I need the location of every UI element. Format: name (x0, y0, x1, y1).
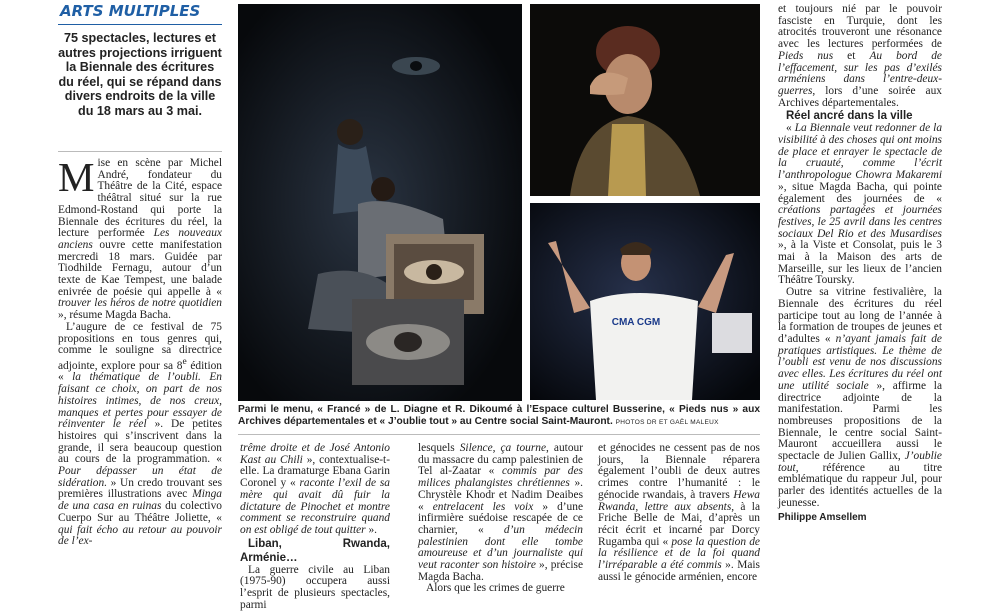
photo-pieds-nus-image (530, 4, 760, 196)
article-standfirst: 75 spectacles, lectures et autres projections irriguent la Biennale des écritures du réel, qui se répand dans divers endroits de la ville du 18 mars au 3 mai. (58, 31, 222, 118)
photo-france-image (238, 4, 522, 401)
body-paragraph: lesquels Silence, ça tourne, autour du massacre du camp palestinien de Tel al-Zaatar « commis par des milices phalangistes chrétiennes ». Chrystèle Khodr et Nadim Deaibes « entrelacent les voix » d’une infirmière suédoise rescapée de ce charnier, « d’un médecin palestinien dont elle tombe amoureuse et d’un journaliste qui veut raconter son histoire », précise Magda Bacha. (418, 442, 584, 583)
column-3 (418, 443, 583, 595)
body-paragraph: et génocides ne cessent pas de nos jours, la Biennale réparera également l’oubli de deux autres crimes contre l’humanité : le génocide rwandais, à travers Hewa Rwanda, lettre aux absents, à la Friche Belle de Mai, d’après un récit écrit et incarné par Dorcy Rugamba qui « pose la question de la résilience et de la foi quand l’irréparable a été commis ». Mais aussi le génocide arménien, encore (598, 442, 760, 583)
column-5 (778, 4, 942, 523)
rubric-rule (58, 24, 222, 25)
body-paragraph: Outre sa vitrine festivalière, la Biennale des écritures du réel participe tout au long de l’année à la formation de troupes de jeunes et d’adultes « n’ayant jamais fait de pratiques artistiques. Le thème de l’oubli est venu de nos discussions avec elles. Les écritures du réel ont une utilité sociale », affirme la directrice adjointe de la manifestation. Parmi les nombreuses propositions de la Biennale, le centre social Saint-Mauront accueillera aussi le spectacle de Julien Gallix, J’oublie tout, référence au titre emblématique du rappeur Jul, pour parler des identités actuelles de la jeunesse. (778, 286, 943, 509)
lead-paragraph: Mise en scène par Michel André, fondateur du Théâtre de la Cité, espace théâtral situé sur la rue Edmond-Rostand qui porte la Biennale des écritures du réel, la lecture performée Les nouveaux anciens ouvre cette manifestation mercredi 18 mars. Guidée par Tiodhilde Fernagu, autour d’un texte de Kae Tempest, une balade enivrée de poésie qui appelle à « trouver les héros de notre quotidien », résume Magda Bacha. (58, 154, 222, 322)
caption-rule (238, 434, 760, 435)
photo-joublie-tout-image (530, 203, 760, 400)
subhead: Réel ancré dans la ville (786, 110, 913, 123)
photo-caption (238, 404, 760, 429)
photo-france (238, 4, 522, 401)
body-paragraph: « La Biennale veut redonner de la visibilité à des choses qui ont moins de place et enrayer le spectacle de la cruauté, comme l’écrit l’anthropologue Chowra Makaremi », situe Magda Bacha, qui pointe également des journées de « créations partagées et journées festives, le 25 avril dans les centres sociaux Del Rio et des Musardises », à la Viste et Consolat, puis le 3 mai à la Maison des arts de Marseille, sur les lieux de l’ancien Théâtre Toursky. (778, 122, 943, 287)
body-paragraph: La guerre civile au Liban (1975-90) occupera aussi l’esprit de plusieurs spectacles, parmi (240, 563, 390, 611)
subhead: Liban, Rwanda, Arménie… (240, 537, 390, 564)
section-rubric: ARTS MULTIPLES (60, 2, 201, 20)
photo-joublie-tout (530, 203, 760, 400)
drop-cap: M (58, 154, 95, 200)
standfirst-rule (58, 151, 222, 152)
body-paragraph: Alors que les crimes de guerre (426, 582, 565, 595)
column-1 (58, 154, 222, 548)
column-2 (240, 443, 390, 611)
photo-credit: PHOTOS DR ET GAËL MALEUX (615, 418, 719, 426)
column-4 (598, 443, 760, 583)
caption-text: Parmi le menu, « Francé » de L. Diagne et R. Dikoumé à l’Espace culturel Busserine, « Pieds nus » aux Archives départementales et « J’oublie tout » au Centre social Saint-Mauront. (238, 404, 760, 427)
photo-pieds-nus (530, 4, 760, 196)
body-paragraph: et toujours nié par le pouvoir fasciste en Turquie, dont les atrocités trouveront une résonance avec les lectures performées de Pieds nus et Au bord de l’effacement, sur les pas d’exilés arméniens dans l’entre-deux-guerres, lors d’une soirée aux Archives départementales. (778, 3, 942, 109)
body-paragraph: L’augure de ce festival de 75 propositions en tous genres qui, comme le souligne sa directrice adjointe, explore pour sa 8e édition « la thématique de l’oubli. En faisant ce choix, on part de nos histoires intimes, de nos creux, manques et pertes pour essayer de réinventer le réel ». De petites histoires qui s’inscrivent dans la grande, il sera beaucoup question au cours de la programmation. « Pour dépasser un état de sidération. » Un credo trouvant ses premières illustrations avec Minga de una casa en ruinas du colectivo Cuerpo Sur au Théâtre Joliette, « qui fait écho au retour au pouvoir de l’ex- (58, 320, 222, 548)
author-signature: Philippe Amsellem (778, 511, 867, 523)
jersey-sponsor-text: CMA CGM (611, 317, 661, 328)
body-paragraph: trême droite et de José Antonio Kast au Chili », contextualise-t-elle. La dramaturge Ebana Garin Coronel y « raconte l’exil de sa mère qui avait dû fuir la dictature de Pinochet et montre comment se reconstruire quand on est obligé de tout quitter ». (240, 442, 390, 536)
